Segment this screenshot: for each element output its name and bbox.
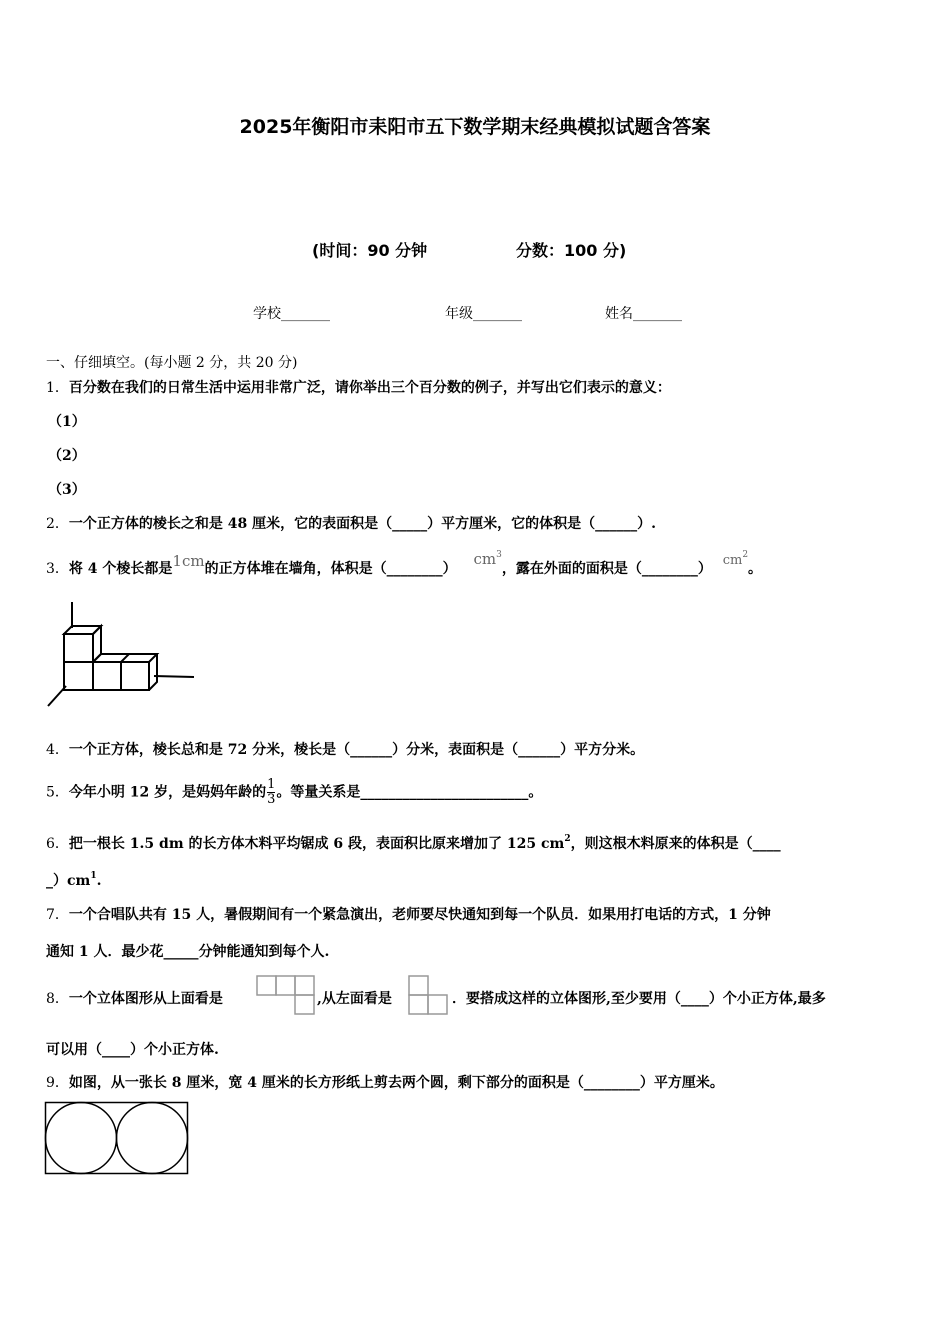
question-number: 9． [46,1075,69,1091]
page-title: 2025年衡阳市耒阳市五下数学期末经典模拟试题含答案 [239,116,711,138]
q8-text-c: ．要搭成这样的立体图形,至少要用（____）个小正方体,最多 [452,991,826,1007]
question-number: 7． [46,907,69,923]
q6-text-a: 把一根长 1.5 dm 的长方体木料平均锯成 6 段，表面积比原来增加了 125 cm [68,836,565,852]
q8-text-a: 一个立体图形从上面看是 [68,991,223,1007]
unit-cm3-base: cm [473,550,497,568]
q6-text-d: . [96,873,102,889]
fraction-numerator: 1 [267,777,276,792]
question-2 [46,513,656,533]
question-number: 5． [46,784,69,801]
grade-field: 年级_______ [445,306,522,322]
name-field: 姓名_______ [605,306,682,322]
question-1 [46,377,671,397]
unit-cm3-sup: 3 [496,550,502,560]
left-view-cell [409,995,428,1014]
rectangle-two-circles-figure [44,1101,190,1176]
exam-score: 分数：100 分) [516,241,627,260]
q3-text-d: 。 [748,561,763,577]
q1-item-2: （2） [48,448,86,464]
question-5 [46,778,542,807]
fraction-denominator: 3 [267,792,276,807]
unit-cm3 [473,550,501,568]
question-8 [46,988,223,1008]
left-view-figure [407,974,451,1018]
fraction-one-third [267,778,275,807]
unit-cm2-sup: 2 [742,550,749,560]
q5-text-b: 。等量关系是________________________。 [276,784,543,801]
cube-top-front [64,634,93,662]
q8-line-2: 可以用（____）个小正方体. [46,1042,219,1058]
top-view-cell [257,976,276,995]
left-view-cell [409,976,428,995]
q6-sup: 2 [564,834,571,844]
question-number: 6． [46,836,69,852]
question-7 [46,904,771,924]
question-text: 一个正方体，棱长总和是 72 分米，棱长是（______）分米，表面积是（______）平方分米。 [68,742,645,758]
unit-1cm: 1cm [172,552,205,570]
question-text: 一个正方体的棱长之和是 48 厘米，它的表面积是（_____）平方厘米，它的体积是（______）. [68,516,657,532]
q7-line-2: 通知 1 人．最少花_____分钟能通知到每个人. [46,944,330,960]
q6-text-b: ，则这根木料原来的体积是（____ [570,836,781,852]
q6-sup2: 1 [90,871,97,881]
cube-bottom-3 [121,662,149,690]
question-number: 2． [46,516,69,532]
q1-item-3: （3） [48,482,86,498]
school-field: 学校_______ [253,306,330,322]
question-4 [46,739,644,759]
question-3 [46,550,763,578]
question-text: 如图，从一张长 8 厘米，宽 4 厘米的长方形纸上剪去两个圆，剩下部分的面积是（________）平方厘米。 [68,1075,724,1091]
unit-cm2-base: cm [722,553,743,568]
cube-bottom-1 [64,662,93,690]
q3-text-b: 的正方体堆在墙角，体积是（________） [204,561,457,577]
cubes-corner-figure [44,598,196,710]
left-view-cell [428,995,447,1014]
question-number: 8． [46,991,69,1007]
q6-text-c: _）cm [46,873,91,889]
q1-item-1: （1） [48,414,86,430]
top-view-cell [295,995,314,1014]
section-heading: 一、仔细填空。(每小题 2 分，共 20 分) [46,355,298,371]
q3-text-a: 将 4 个棱长都是 [68,561,173,577]
question-text: 百分数在我们的日常生活中运用非常广泛，请你举出三个百分数的例子，并写出它们表示的意义： [68,380,671,396]
question-9 [46,1072,724,1092]
question-number: 4． [46,742,69,758]
top-view-figure [255,974,317,1018]
q3-text-c: ，露在外面的面积是（________） [501,561,712,577]
question-number: 3． [46,561,69,577]
top-view-cell [276,976,295,995]
q5-text-a: 今年小明 12 岁，是妈妈年龄的 [68,784,267,801]
circle-left [46,1103,117,1174]
question-6-cont [46,870,101,890]
bottom-row-divider [121,654,129,662]
q8-text-b: ,从左面看是 [317,991,392,1007]
cube-bottom-2 [93,662,121,690]
unit-cm2 [722,550,749,568]
exam-time: (时间：90 分钟 [312,241,428,260]
question-6 [46,833,781,853]
wall-edge-horizontal [154,676,194,677]
top-view-cell [295,976,314,995]
q7-line-1: 一个合唱队共有 15 人，暑假期间有一个紧急演出，老师要尽快通知到每一个队员．如果用打电话的方式，1 分钟 [68,907,771,923]
question-number: 1． [46,380,69,396]
circle-right [117,1103,188,1174]
